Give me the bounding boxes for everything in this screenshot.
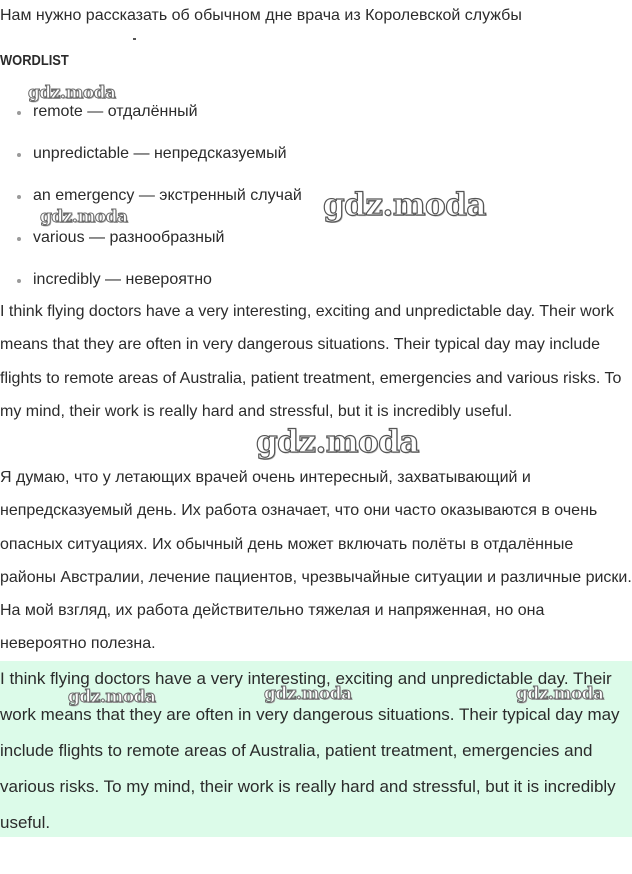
wordlist-item-text: an emergency — экстренный случай [33,187,302,204]
watermark-logo: gdz.moda [516,684,604,704]
wordlist-heading: WORDLIST [0,52,69,69]
watermark-logo: gdz.moda [40,207,128,227]
answer-text: I think flying doctors have a very interesting, exciting and unpredictable day. Their work means that they are often in very dangerous situations. Their typical day may include flights to remote areas of Australia, patient treatment, emergencies and various risks. To my mind, their work is really hard and stressful, but it is incredibly useful. [0,669,620,832]
intro-text: Нам нужно рассказать об обычном дне врача из Королевской службы [0,7,522,24]
watermark-logo: gdz.moda [264,684,352,704]
english-text: I think flying doctors have a very interesting, exciting and unpredictable day. Their work means that they are often in very dangerous situations. Their typical day may include flights to remote areas of Australia, patient treatment, emergencies and various risks. To my mind, their work is really hard and stressful, but it is incredibly useful. [0,303,622,420]
wordlist-item-text: remote — отдалённый [33,103,198,120]
bullet-icon [17,279,21,283]
wordlist-item-text: incredibly — невероятно [33,271,212,288]
russian-translation: Я думаю, что у летающих врачей очень интересный, захватывающий и непредсказуемый день. Их работа означает, что они часто оказываются в очень опасных ситуациях. Их обычный день может включать полёты в отдалённые районы Австралии, лечение пациентов, чрезвычайные ситуации и различные риски. На мой взгляд, их работа действительно тяжелая и напряженная, но она невероятно полезна. [0,469,632,653]
wordlist-item-text: unpredictable — непредсказуемый [33,145,287,162]
bullet-icon [17,111,21,115]
bullet-icon [17,237,21,241]
watermark-logo: gdz.moda [256,424,419,460]
wordlist-item [0,144,302,186]
bullet-icon [17,153,21,157]
bullet-icon [17,195,21,199]
stray-mark [133,38,136,40]
watermark-logo: gdz.moda [323,187,486,223]
watermark-logo: gdz.moda [68,687,156,707]
watermark-logo: gdz.moda [28,83,116,103]
wordlist-item [0,228,302,270]
wordlist-item [0,102,302,144]
wordlist-item-text: various — разнообразный [33,229,225,246]
